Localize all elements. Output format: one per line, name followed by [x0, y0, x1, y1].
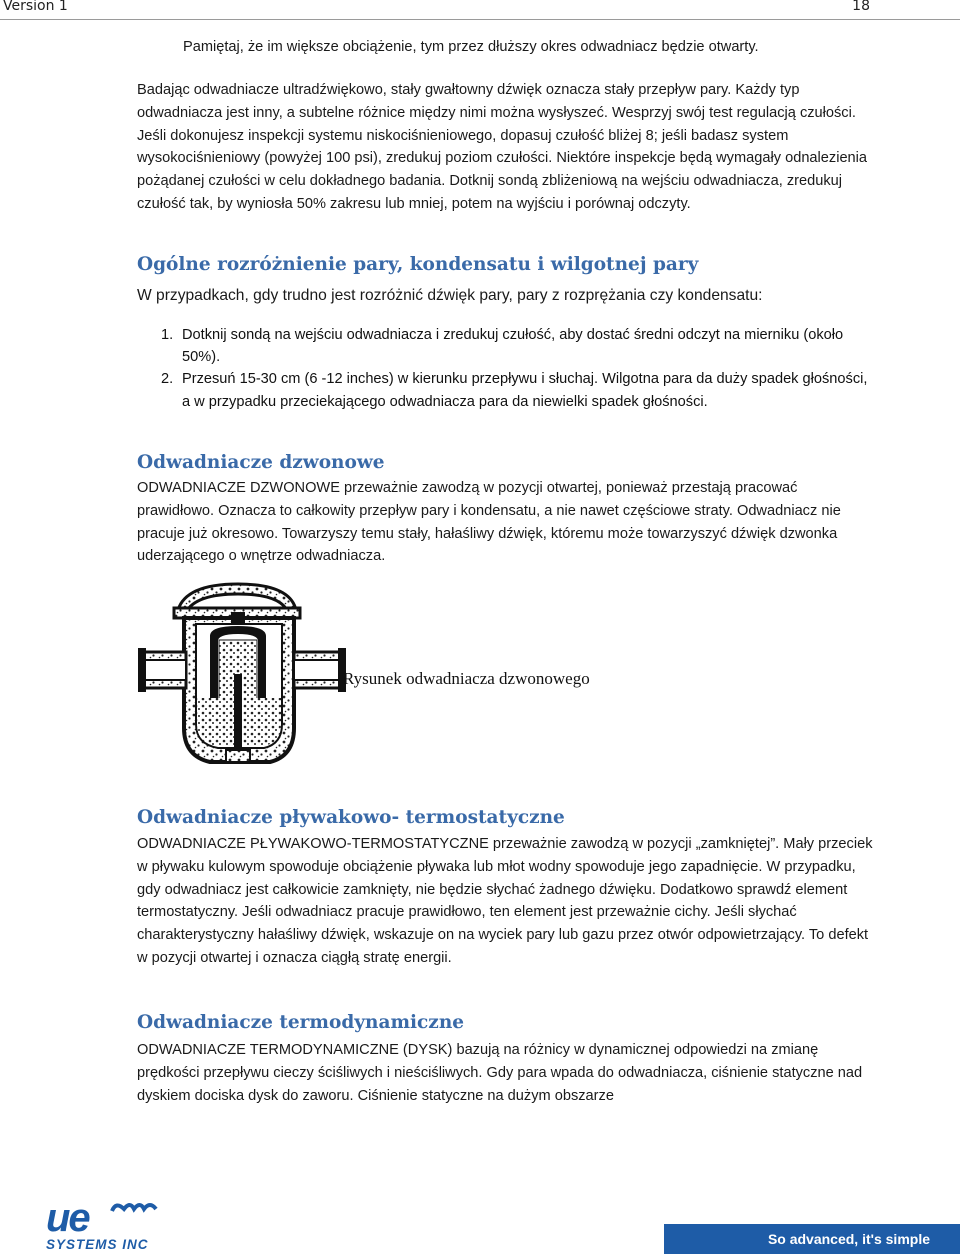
page-header — [0, 0, 960, 20]
steps-list — [137, 324, 877, 413]
header-divider — [0, 19, 960, 20]
page-number: 18 — [852, 0, 870, 14]
section-heading-thermodynamic: Odwadniacze termodynamiczne — [137, 1012, 465, 1033]
list-item — [137, 324, 877, 368]
list-item-number: 1. — [161, 327, 174, 343]
figure-caption: Rysunek odwadniacza dzwonowego — [343, 669, 590, 688]
list-item-text: Dotknij sondą na wejściu odwadniacza i zredukuj czułość, aby dostać średni odczyt na mierniku (około 50%). — [182, 327, 844, 366]
version-label: Version 1 — [3, 0, 68, 14]
footer-tagline: So advanced, it's simple — [767, 1231, 930, 1247]
intro-paragraph: Badając odwadniacze ultradźwiękowo, stały gwałtowny dźwięk oznacza stały przepływ pary. Każdy typ odwadniacza jest inny, a subtelne różnice między nimi można wysłyszeć. Wesprzyj swój test regulacją czułości. Jeśli dokonujesz inspekcji systemu niskociśnieniowego, dopasuj czułość bliżej 8; jeśli badasz system wysokociśnieniowy (powyżej 100 psi), zredukuj poziom czułości. Niektóre inspekcje będą wymagały odnalezienia pożądanej czułości w celu dokładnego badania. Dotknij sondą zbliżeniową na wejściu odwadniacza, zredukuj czułość tak, by wyniosła 50% zakresu lub mniej, potem na wyjściu i porównaj odczyty. — [137, 82, 868, 212]
section-heading-general: Ogólne rozróżnienie pary, kondensatu i wilgotnej pary — [137, 254, 699, 275]
section-bell-text: ODWADNIACZE DZWONOWE przeważnie zawodzą w pozycji otwartej, ponieważ przestają pracować prawidłowo. Oznacza to całkowity przepływ pary i kondensatu, a nie nawet częściowe straty. Odwadniacz nie pracuje już okresowo. Towarzyszy temu stały, hałaśliwy dźwięk, któremu może towarzyszyć dźwięk dzwonka uderzającego o wnętrze odwadniacza. — [137, 480, 841, 565]
list-item-number: 2. — [161, 371, 174, 388]
bell-trap-figure — [138, 578, 348, 773]
section-heading-float: Odwadniacze pływakowo- termostatyczne — [137, 807, 565, 828]
svg-text:SYSTEMS INC: SYSTEMS INC — [46, 1237, 149, 1252]
list-item-text: Przesuń 15-30 cm (6 -12 inches) w kierunku przepływu i słuchaj. Wilgotna para da duży spadek głośności, a w przypadku przeciekającego odwadniacza para da niewielki spadek głośności. — [182, 371, 868, 410]
section-heading-bell: Odwadniacze dzwonowe — [137, 452, 385, 473]
section-thermodynamic-text: ODWADNIACZE TERMODYNAMICZNE (DYSK) bazują na różnicy w dynamicznej odpowiedzi na zmianę prędkości przepływu cieczy ściśliwych i nieściśliwych. Gdy para wpada do odwadniacza, ciśnienie statyczne nad dyskiem dociska dysk do zaworu. Ciśnienie statyczne na dużym obszarze — [137, 1042, 863, 1104]
section-float-text: ODWADNIACZE PŁYWAKOWO-TERMOSTATYCZNE przeważnie zawodzą w pozycji „zamkniętej”. Mały przeciek w pływaku kulowym spowoduje obciążenie pływaka lub młot wodny spowoduje jego zapadnięcie. W przypadku, gdy odwadniacz jest całkowicie zamknięty, nie będzie słychać żadnego dźwięku. Dodatkowo sprawdź element termostatyczny. Jeśli odwadniacz pracuje prawidłowo, ten element jest przeważnie cichy. Jeśli słychać charakterystyczny hałaśliwy dźwięk, wskazuje on na wyciek pary lub gazu przez otwór odpowietrzający. To defekt w pozycji otwartej i oznacza ciągłą stratę energii. — [137, 836, 873, 966]
section-general-lead: W przypadkach, gdy trudno jest rozróżnić dźwięk pary, pary z rozprężania czy kondensatu: — [137, 287, 763, 304]
svg-text:ue: ue — [46, 1199, 89, 1240]
intro-note: Pamiętaj, że im większe obciążenie, tym przez dłuższy okres odwadniacz będzie otwarty. — [183, 39, 759, 55]
list-item — [137, 368, 877, 412]
footer-tagline-bar — [664, 1224, 960, 1254]
company-logo — [44, 1199, 169, 1254]
